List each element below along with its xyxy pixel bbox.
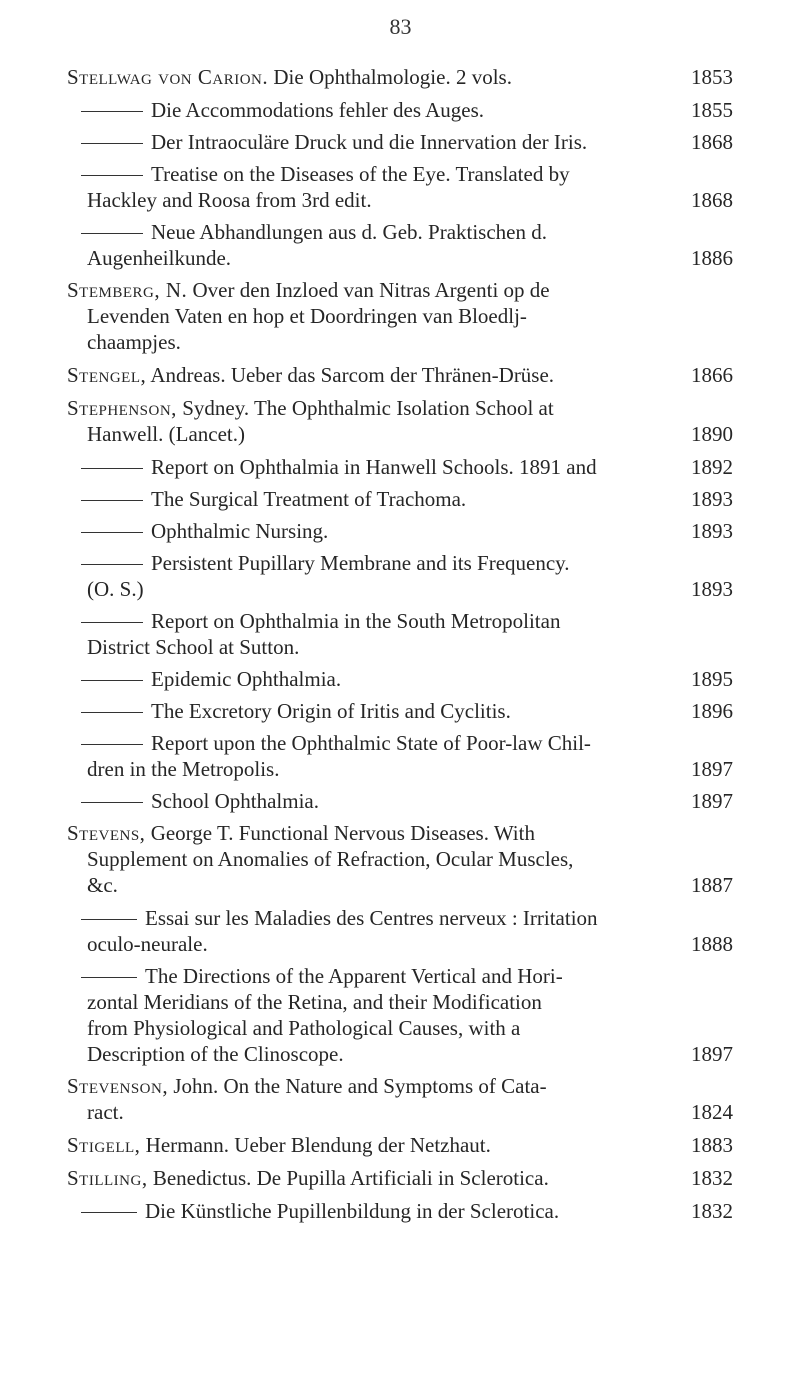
- ditto-dash: [81, 712, 143, 713]
- entry-line: [67, 395, 733, 421]
- entry-text: [87, 304, 527, 328]
- sub-entry: [67, 730, 733, 782]
- entry-text: [81, 906, 598, 930]
- entry-text: [67, 278, 550, 302]
- ditto-dash: [81, 802, 143, 803]
- entry-text: [87, 187, 372, 213]
- ditto-dash: [81, 744, 143, 745]
- title-text: (O. S.): [87, 577, 144, 601]
- entry-text: [87, 1099, 124, 1125]
- entry-line: [67, 1165, 733, 1191]
- entry-text: [81, 162, 570, 186]
- title-text: Der Intraoculäre Druck und die Innervation der Iris.: [151, 130, 588, 154]
- entry-line: [67, 277, 733, 303]
- entry-text: [81, 788, 319, 814]
- sub-entry: [67, 1198, 733, 1224]
- entry-line: [67, 421, 733, 447]
- entry-year: 1866: [691, 363, 733, 387]
- entry-line: [67, 129, 733, 155]
- ditto-dash: [81, 532, 143, 533]
- entry-year: 1832: [691, 1199, 733, 1223]
- entry-line: [67, 550, 733, 576]
- ditto-dash: [81, 564, 143, 565]
- sub-entry: [67, 963, 733, 1067]
- title-text: chaampjes.: [87, 330, 181, 354]
- ditto-dash: [81, 680, 143, 681]
- title-text: Over den Inzloed van Nitras Argenti op de: [192, 278, 550, 302]
- title-text: George T. Functional Nervous Diseases. With: [150, 821, 535, 845]
- sub-entry: [67, 905, 733, 957]
- entry-line: [67, 303, 733, 329]
- sub-entry: [67, 666, 733, 692]
- title-text: Benedictus. De Pupilla Artificiali in Sclerotica.: [152, 1166, 549, 1190]
- title-text: Epidemic Ophthalmia.: [151, 667, 342, 691]
- entry-text: [81, 518, 328, 544]
- sub-entry: [67, 698, 733, 724]
- title-text: John. On the Nature and Symptoms of Cata-: [173, 1074, 547, 1098]
- sub-entry: [67, 518, 733, 544]
- title-text: Description of the Clinoscope.: [87, 1042, 344, 1066]
- sub-entry: [67, 550, 733, 602]
- entry-year: 1892: [691, 455, 733, 479]
- entry-year: 1888: [691, 932, 733, 956]
- title-text: Report on Ophthalmia in Hanwell Schools. 1891 and: [151, 455, 597, 479]
- entry-text: [81, 609, 560, 633]
- entry-line: [67, 1073, 733, 1099]
- entry-line: [67, 698, 733, 724]
- entry-year: 1868: [691, 188, 733, 212]
- ditto-dash: [81, 143, 143, 144]
- entry-year: 1868: [691, 130, 733, 154]
- entry-year: 1897: [691, 757, 733, 781]
- entry-text: [67, 396, 554, 420]
- title-text: from Physiological and Pathological Causes, with a: [87, 1016, 521, 1040]
- entry-text: [87, 847, 573, 871]
- entry-line: [67, 576, 733, 602]
- entry-text: [81, 454, 597, 480]
- title-text: Die Accommodations fehler des Auges.: [151, 98, 485, 122]
- title-text: oculo-neurale.: [87, 932, 208, 956]
- entry-text: [81, 97, 484, 123]
- entry-text: [87, 756, 279, 782]
- entry-text: [81, 698, 511, 724]
- entry-text: [87, 872, 118, 898]
- entry-line: [67, 454, 733, 480]
- entry-line: [67, 245, 733, 271]
- entry-year: 1853: [691, 65, 733, 89]
- title-text: Report on Ophthalmia in the South Metropolitan: [151, 609, 561, 633]
- ditto-dash: [81, 1212, 137, 1213]
- entry-text: [67, 1165, 549, 1191]
- title-text: Hermann. Ueber Blendung der Netzhaut.: [145, 1133, 491, 1157]
- ditto-dash: [81, 468, 143, 469]
- entry-text: [87, 931, 208, 957]
- title-text: Supplement on Anomalies of Refraction, Ocular Muscles,: [87, 847, 574, 871]
- entry-line: [67, 1099, 733, 1125]
- entry-line: [67, 788, 733, 814]
- entry-text: [81, 220, 547, 244]
- title-text: Report upon the Ophthalmic State of Poor-law Chil-: [151, 731, 591, 755]
- sub-entry: [67, 219, 733, 271]
- entry-year: 1893: [691, 487, 733, 511]
- ditto-dash: [81, 622, 143, 623]
- author-name: Stevens,: [67, 821, 146, 845]
- entry-year: 1895: [691, 667, 733, 691]
- entry-line: [67, 846, 733, 872]
- entry-year: 1855: [691, 98, 733, 122]
- entry-line: [67, 820, 733, 846]
- title-text: The Directions of the Apparent Vertical and Hori-: [145, 964, 563, 988]
- entry-text: [81, 964, 563, 988]
- entry-line: [67, 161, 733, 187]
- entry-line: [67, 329, 733, 355]
- entry-year: 1897: [691, 1042, 733, 1066]
- sub-entry: [67, 608, 733, 660]
- entry-line: [67, 1041, 733, 1067]
- entry-line: [67, 931, 733, 957]
- entry-text: [87, 576, 144, 602]
- title-text: Die Ophthalmologie. 2 vols.: [273, 65, 512, 89]
- sub-entry: [67, 788, 733, 814]
- title-text: Persistent Pupillary Membrane and its Frequency.: [151, 551, 570, 575]
- entry-line: [67, 634, 733, 660]
- sub-entry: [67, 97, 733, 123]
- entry-text: [67, 64, 512, 90]
- title-text: zontal Meridians of the Retina, and their Modification: [87, 990, 542, 1014]
- page-number: 83: [389, 14, 412, 39]
- entry-year: 1890: [691, 422, 733, 446]
- author-entry: [67, 64, 733, 90]
- entry-year: 1883: [691, 1133, 733, 1157]
- bibliography-entries: [67, 64, 733, 1230]
- title-text: ract.: [87, 1100, 124, 1124]
- entry-year: 1887: [691, 873, 733, 897]
- entry-line: [67, 64, 733, 90]
- author-name: Stevenson,: [67, 1074, 169, 1098]
- entry-text: [81, 731, 591, 755]
- title-text: Levenden Vaten en hop et Doordringen van Bloedlj-: [87, 304, 527, 328]
- ditto-dash: [81, 111, 143, 112]
- title-text: Andreas. Ueber das Sarcom der Thränen-Drüse.: [150, 363, 555, 387]
- ditto-dash: [81, 500, 143, 501]
- title-text: dren in the Metropolis.: [87, 757, 280, 781]
- entry-line: [67, 187, 733, 213]
- author-entry: [67, 1165, 733, 1191]
- entry-text: [87, 1016, 520, 1040]
- entry-year: 1896: [691, 699, 733, 723]
- sub-entry: [67, 161, 733, 213]
- title-text: The Surgical Treatment of Trachoma.: [151, 487, 467, 511]
- entry-text: [87, 635, 299, 659]
- entry-line: [67, 905, 733, 931]
- author-entry: [67, 362, 733, 388]
- ditto-dash: [81, 175, 143, 176]
- title-text: Hackley and Roosa from 3rd edit.: [87, 188, 372, 212]
- entry-text: [81, 486, 466, 512]
- author-name: Stemberg, N.: [67, 278, 188, 302]
- entry-line: [67, 97, 733, 123]
- entry-text: [87, 1041, 344, 1067]
- author-entry: [67, 395, 733, 447]
- sub-entry: [67, 129, 733, 155]
- entry-text: [87, 990, 542, 1014]
- entry-line: [67, 963, 733, 989]
- ditto-dash: [81, 233, 143, 234]
- title-text: School Ophthalmia.: [151, 789, 319, 813]
- title-text: Essai sur les Maladies des Centres nerveux : Irritation: [145, 906, 598, 930]
- entry-text: [81, 551, 570, 575]
- entry-line: [67, 486, 733, 512]
- entry-text: [87, 421, 245, 447]
- entry-line: [67, 1198, 733, 1224]
- title-text: &c.: [87, 873, 118, 897]
- entry-year: 1824: [691, 1100, 733, 1124]
- entry-line: [67, 872, 733, 898]
- entry-text: [81, 129, 587, 155]
- entry-year: 1893: [691, 519, 733, 543]
- entry-line: [67, 666, 733, 692]
- author-name: Stengel,: [67, 363, 147, 387]
- author-name: Stigell,: [67, 1133, 141, 1157]
- entry-line: [67, 219, 733, 245]
- ditto-dash: [81, 919, 137, 920]
- entry-text: [67, 362, 554, 388]
- author-entry: [67, 1132, 733, 1158]
- entry-text: [81, 1198, 559, 1224]
- author-name: Stilling,: [67, 1166, 148, 1190]
- author-name: Stellwag von Carion.: [67, 65, 269, 89]
- title-text: District School at Sutton.: [87, 635, 300, 659]
- author-entry: [67, 277, 733, 355]
- entry-line: [67, 608, 733, 634]
- entry-year: 1832: [691, 1166, 733, 1190]
- sub-entry: [67, 454, 733, 480]
- entry-text: [67, 1132, 491, 1158]
- entry-text: [87, 245, 231, 271]
- entry-line: [67, 362, 733, 388]
- title-text: Sydney. The Ophthalmic Isolation School at: [182, 396, 554, 420]
- ditto-dash: [81, 977, 137, 978]
- entry-year: 1897: [691, 789, 733, 813]
- entry-year: 1886: [691, 246, 733, 270]
- author-name: Stephenson,: [67, 396, 177, 420]
- entry-text: [67, 1074, 547, 1098]
- title-text: Treatise on the Diseases of the Eye. Translated by: [151, 162, 570, 186]
- sub-entry: [67, 486, 733, 512]
- title-text: Ophthalmic Nursing.: [151, 519, 329, 543]
- title-text: Augenheilkunde.: [87, 246, 232, 270]
- author-entry: [67, 820, 733, 898]
- title-text: The Excretory Origin of Iritis and Cyclitis.: [151, 699, 511, 723]
- author-entry: [67, 1073, 733, 1125]
- entry-line: [67, 518, 733, 544]
- title-text: Neue Abhandlungen aus d. Geb. Praktischen d.: [151, 220, 547, 244]
- entry-line: [67, 1132, 733, 1158]
- entry-line: [67, 989, 733, 1015]
- entry-text: [67, 821, 535, 845]
- entry-line: [67, 730, 733, 756]
- title-text: Die Künstliche Pupillenbildung in der Sclerotica.: [145, 1199, 560, 1223]
- entry-year: 1893: [691, 577, 733, 601]
- entry-text: [81, 666, 341, 692]
- title-text: Hanwell. (Lancet.): [87, 422, 246, 446]
- entry-line: [67, 756, 733, 782]
- entry-line: [67, 1015, 733, 1041]
- entry-text: [87, 330, 181, 354]
